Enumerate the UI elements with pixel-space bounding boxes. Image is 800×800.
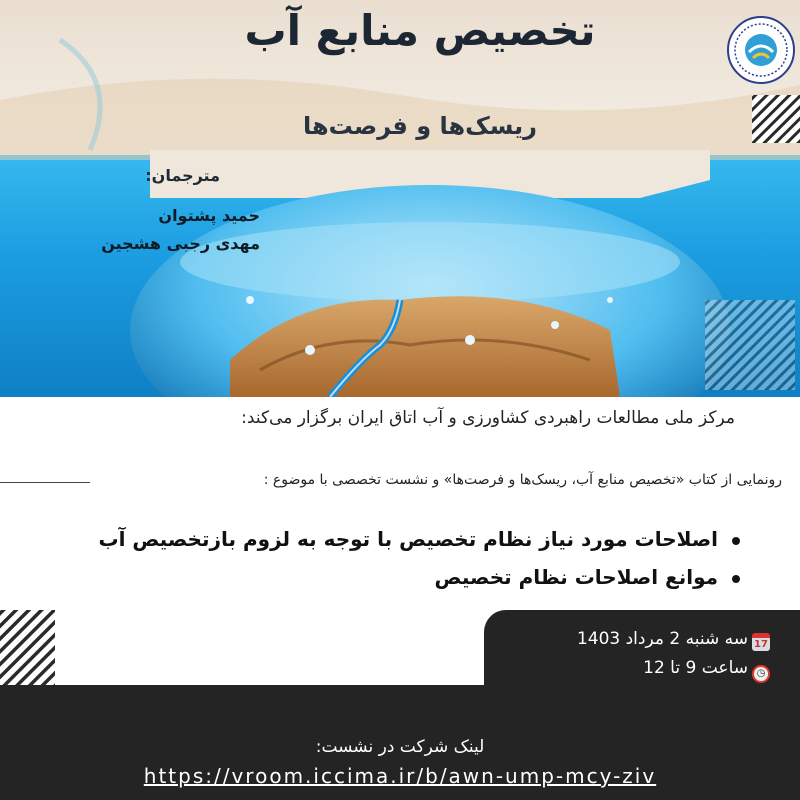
list-item (0, 520, 740, 558)
list-item (0, 558, 740, 596)
translator-name: حمید پشتوان (158, 206, 260, 225)
event-time-text: ساعت 9 تا 12 (643, 658, 748, 678)
event-subject: رونمایی از کتاب «تخصیص منابع آب، ریسک‌ها و فرصت‌ها» و نشست تخصصی با موضوع : (263, 472, 782, 488)
translators-label: مترجمان: (145, 166, 220, 185)
event-date-text: سه شنبه 2 مرداد 1403 (576, 629, 748, 649)
topic-text: اصلاحات مورد نیاز نظام تخصیص با توجه به لزوم بازتخصیص آب (98, 527, 718, 551)
link-label: لینک شرکت در نشست: (315, 737, 485, 757)
divider-line (0, 482, 90, 483)
event-time (470, 658, 770, 683)
topic-text: موانع اصلاحات نظام تخصیص (434, 565, 718, 589)
translator-name: مهدی رجبی هشجین (101, 234, 260, 253)
meeting-link[interactable]: https://vroom.iccima.ir/b/awn-ump-mcy-ziv (143, 764, 657, 788)
book-subtitle: ریسک‌ها و فرصت‌ها (303, 112, 537, 140)
bullet-icon (732, 575, 740, 583)
book-title: تخصیص منابع آب (244, 6, 596, 55)
event-date (470, 629, 770, 651)
organization-logo (727, 16, 795, 84)
topic-list (0, 520, 740, 596)
bullet-icon (732, 537, 740, 545)
alarm-clock-icon: ◷ (752, 665, 770, 683)
organizer-announcement: مرکز ملی مطالعات راهبردی کشاورزی و آب اتاق ایران برگزار می‌کند: (241, 408, 735, 428)
cover-artwork (0, 0, 800, 397)
book-cover-banner (0, 0, 800, 397)
calendar-icon: 17 (752, 633, 770, 651)
